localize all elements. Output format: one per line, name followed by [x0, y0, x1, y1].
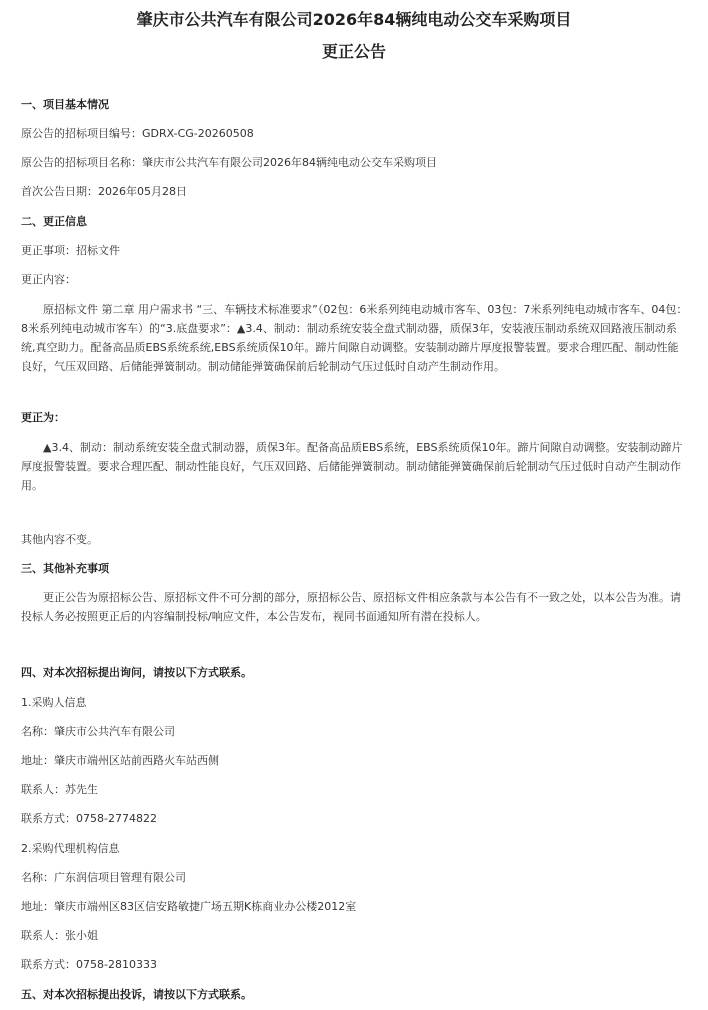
- agency-name: 名称：广东润信项目管理有限公司: [21, 871, 186, 884]
- project-name: 原公告的招标项目名称：肇庆市公共汽车有限公司2026年84辆纯电动公交车采购项目: [21, 156, 437, 169]
- purchaser-address: 地址：肇庆市端州区站前西路火车站西侧: [21, 754, 219, 767]
- purchaser-name: 名称：肇庆市公共汽车有限公司: [21, 725, 175, 738]
- project-number: 原公告的招标项目编号：GDRX-CG-20260508: [21, 127, 254, 140]
- first-publish-date: 首次公告日期：2026年05月28日: [21, 185, 187, 198]
- section1-heading: 一、项目基本情况: [21, 98, 109, 111]
- supplementary-paragraph: 更正公告为原招标公告、原招标文件不可分割的部分，原招标公告、原招标文件相应条款与本公告有不一致之处，以本公告为准。请投标人务必按照更正后的内容编制投标/响应文件，本公告发布，视同书面通知所有潜在投标人。: [21, 591, 681, 623]
- section5-heading: 五、对本次招标提出投诉，请按以下方式联系。: [21, 988, 252, 1001]
- section2-heading: 二、更正信息: [21, 215, 87, 228]
- purchaser-phone: 联系方式：0758-2774822: [21, 812, 157, 825]
- correction-item: 更正事项：招标文件: [21, 244, 120, 257]
- agency-info-title: 2.采购代理机构信息: [21, 842, 120, 855]
- agency-phone: 联系方式：0758-2810333: [21, 958, 157, 971]
- section4-heading: 四、对本次招标提出询问，请按以下方式联系。: [21, 666, 252, 679]
- corrected-text-paragraph: ▲3.4、制动：制动系统安装全盘式制动器，质保3年。配备高品质EBS系统，EBS系统质保10年。蹄片间隙自动调整。安装制动蹄片厚度报警装置。要求合理匹配、制动性能良好，气压双回路、后储能弹簧制动。制动储能弹簧确保前后轮制动气压过低时自动产生制动作用。: [21, 441, 683, 492]
- purchaser-contact: 联系人：苏先生: [21, 783, 98, 796]
- section3-heading: 三、其他补充事项: [21, 562, 109, 575]
- correction-content-label: 更正内容：: [21, 273, 76, 286]
- page-title: 肇庆市公共汽车有限公司2026年84辆纯电动公交车采购项目: [136, 10, 572, 29]
- purchaser-info-title: 1.采购人信息: [21, 696, 87, 709]
- agency-address: 地址：肇庆市端州区83区信安路敏捷广场五期K栋商业办公楼2012室: [21, 900, 357, 913]
- page-subtitle: 更正公告: [321, 42, 386, 61]
- agency-contact: 联系人：张小姐: [21, 929, 98, 942]
- original-text-paragraph: 原招标文件 第二章 用户需求书 “三、车辆技术标准要求”（02包：6米系列纯电动城市客车、03包：7米系列纯电动城市客车、04包：8米系列纯电动城市客车）的“3.底盘要求”：▲3.4、制动：制动系统安装全盘式制动器，质保3年，安装液压制动系统双回路液压制动系统,真空助力。配备高品质EBS系统系统,EBS系统质保10年。蹄片间隙自动调整。安装制动蹄片厚度报警装置。要求合理匹配、制动性能良好，气压双回路、后储能弹簧制动。制动储能弹簧确保前后轮制动气压过低时自动产生制动作用。: [21, 303, 688, 373]
- corrected-label: 更正为：: [21, 411, 65, 424]
- other-content-unchanged: 其他内容不变。: [21, 533, 98, 546]
